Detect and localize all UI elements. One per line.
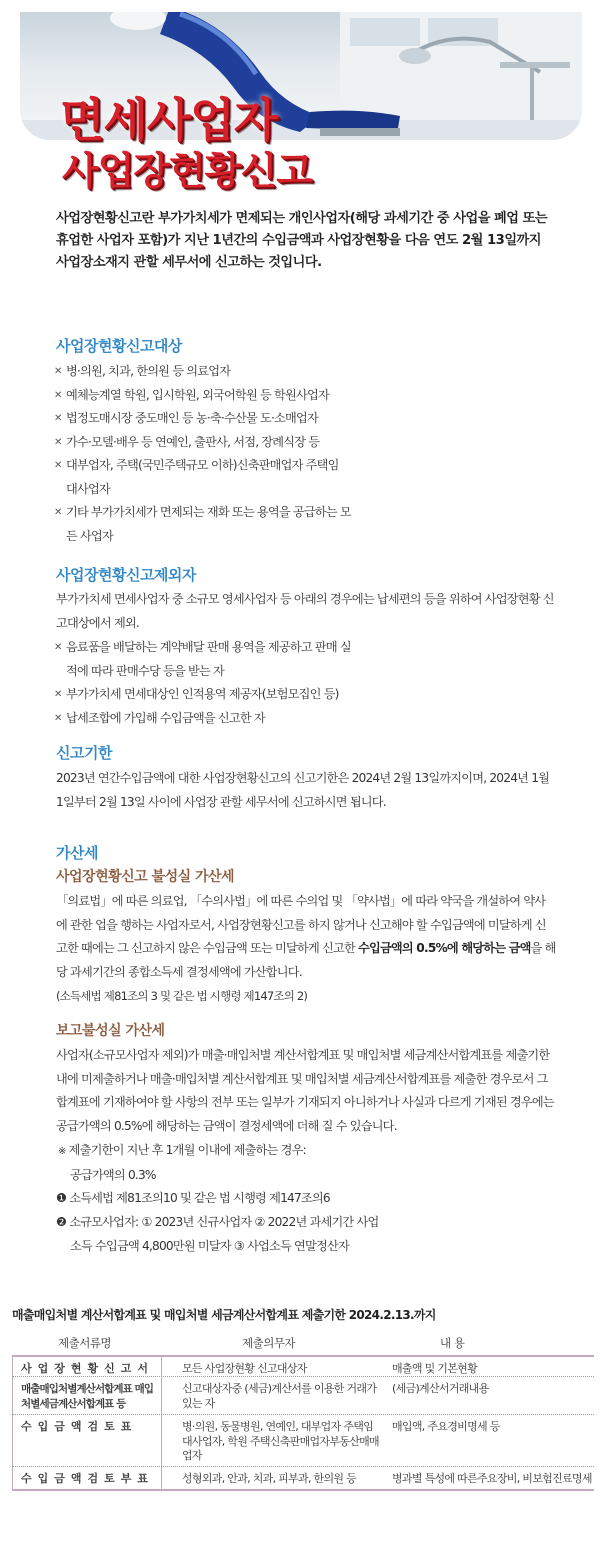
table-cell: 병과별 특성에 따른주요장비, 비보험진료명세 xyxy=(392,1472,592,1485)
hero-title: 면세사업자 xyxy=(60,93,278,147)
table-cell: 매입액, 주요경비명세 등 xyxy=(392,1420,500,1433)
list-item: ✕ 부가가치세 면세대상인 인적용역 제공자(보험모집인 등) xyxy=(54,683,554,707)
list-item: ✕ 대부업자, 주택(국민주택규모 이하)신축판매업자 주택임대사업자 xyxy=(54,454,344,501)
submission-table xyxy=(12,1331,594,1491)
bullet-icon: ✕ xyxy=(54,507,62,518)
penalty-sub1-text: 「의료법」에 따른 의료업, 「수의사법」에 따른 수의업 및 「약사법」에 따라 약국을 개설하여 약사에 관한 업을 행하는 사업자로서, 사업장현황신고를 하지 않거나 신고해야 할 수입금액에 미달하게 신고한 때에는 그 신고하지 않은 수입금액 또는 미달하게 신고한 수입금액의 0.5%에 해당하는 금액을 해당 과세기간의 종합소득세 결정세액에 가산합니다. xyxy=(56,894,556,979)
targets-heading: 사업장현황신고대상 xyxy=(56,337,182,355)
deadline-heading: 신고기한 xyxy=(56,744,112,762)
table-cell: 수입금액검토부표 xyxy=(12,1467,162,1489)
column-header: 제출서류명 xyxy=(58,1336,112,1350)
table-cell: 매출액 및 기본현황 xyxy=(392,1362,478,1375)
exclusions-intro: 부가가치세 면세사업자 중 소규모 영세사업자 등 아래의 경우에는 납세편의 등을 위하여 사업장현황 신고대상에서 제외. xyxy=(56,592,554,630)
table-cell: 매출매입처별계산서합계표 매입처별세금계산서합계표 등 xyxy=(12,1377,162,1414)
bullet-icon: ✕ xyxy=(54,436,62,448)
table-row xyxy=(12,1467,594,1491)
list-item: ✕ 납세조합에 가입해 수입금액을 신고한 자 xyxy=(54,707,554,731)
table-row xyxy=(12,1355,594,1377)
penalty-heading: 가산세 xyxy=(56,844,98,862)
list-item: ✕ 기타 부가가치세가 면제되는 재화 또는 용역을 공급하는 모든 사업자 xyxy=(54,501,354,548)
penalty-rate-highlight: 수입금액의 0.5%에 해당하는 금액 xyxy=(358,941,531,955)
table-cell: 사업장현황신고서 xyxy=(12,1357,162,1376)
table-cell: (세금)계산서거래내용 xyxy=(392,1382,489,1395)
penalty-note-2: ❶ 소득세법 제81조의10 및 같은 법 시행령 제147조의6 xyxy=(56,1191,330,1205)
hero-subtitle: 사업장현황신고 xyxy=(62,148,312,193)
intro-text: 사업장현황신고란 부가가치세가 면제되는 개인사업자(해당 과세기간 중 사업을 폐업 또는 휴업한 사업자 포함)가 지난 1년간의 수입금액과 사업장현황을 다음 연도 2월 13일까지 사업장소재지 관할 세무서에 신고하는 것입니다. xyxy=(56,211,548,270)
bullet-icon: ✕ xyxy=(54,712,62,724)
table-cell: 병·의원, 동물병원, 연예인, 대부업자 주택임대사업자, 학원 주택신축판매업자부동산매매업자 xyxy=(182,1420,379,1462)
bullet-icon: ✕ xyxy=(54,366,62,377)
bullet-icon: ✕ xyxy=(54,642,62,653)
exclusions-list xyxy=(54,636,554,730)
number-two-icon: ❷ xyxy=(56,1215,67,1229)
list-item: ✕ 법정도매시장 중도매인 등 농·축·수산물 도·소매업자 xyxy=(54,407,554,431)
column-header: 내 용 xyxy=(440,1336,465,1350)
penalty-sub1-heading: 사업장현황신고 불성실 가산세 xyxy=(56,869,235,885)
table-cell: 성형외과, 안과, 치과, 피부과, 한의원 등 xyxy=(182,1472,357,1485)
list-item: ✕ 음료품을 배달하는 계약배달 판매 용역을 제공하고 판매 실적에 따라 판매수당 등을 받는 자 xyxy=(54,636,354,683)
asterisk-icon: ※ xyxy=(58,1146,66,1157)
penalty-sub2-text: 사업자(소규모사업자 제외)가 매출·매입처별 계산서합계표 및 매입처별 세금계산서합계표를 제출기한 내에 미제출하거나 매출·매입처별 계산서합계표 및 매입처별 세금계산서합계표를 제출한 경우로서 그 합계표에 기재하여야 할 사항의 전부 또는 일부가 기재되지 아니하거나 사실과 다르게 기재된 경우에는 공급가액의 0.5%에 해당하는 금액이 결정세액에 더해 질 수 있습니다. xyxy=(56,1048,554,1133)
list-item: ✕ 가수·모델·배우 등 연예인, 출판사, 서점, 장례식장 등 xyxy=(54,431,554,455)
table-cell: 수입금액검토표 xyxy=(12,1415,162,1466)
bullet-icon: ✕ xyxy=(54,389,62,401)
exclusions-heading: 사업장현황신고제외자 xyxy=(56,566,196,584)
list-item: ✕ 예체능계열 학원, 입시학원, 외국어학원 등 학원사업자 xyxy=(54,384,554,408)
table-cell: 신고대상자중 (세금)계산서를 이용한 거래가 있는 자 xyxy=(182,1382,377,1410)
penalty-note-1: ※ 제출기한이 지난 후 1개월 이내에 제출하는 경우: 공급가액의 0.3% xyxy=(58,1143,306,1182)
hero-banner xyxy=(0,0,600,200)
penalty-sub2-heading: 보고불성실 가산세 xyxy=(56,1023,165,1039)
table-cell: 모든 사업장현황 신고대상자 xyxy=(182,1362,307,1375)
number-one-icon: ❶ xyxy=(56,1191,67,1205)
deadline-text: 2023년 연간수입금액에 대한 사업장현황신고의 신고기한은 2024년 2월 13일까지이며, 2024년 1월 1일부터 2월 13일 사이에 사업장 관할 세무서에 신고하시면 됩니다. xyxy=(56,771,550,809)
column-header: 제출의무자 xyxy=(242,1336,296,1350)
table-row xyxy=(12,1377,594,1415)
list-item: ✕ 병·의원, 치과, 한의원 등 의료업자 xyxy=(54,360,554,384)
bullet-icon: ✕ xyxy=(54,460,62,471)
table-row xyxy=(12,1415,594,1467)
bullet-icon: ✕ xyxy=(54,413,62,424)
penalty-note-3: ❷ 소규모사업자: ① 2023년 신규사업자 ② 2022년 과세기간 사업 소득 수입금액 4,800만원 미달자 ③ 사업소득 연말정산자 xyxy=(56,1215,379,1253)
penalty-sub1-note: (소득세법 제81조의 3 및 같은 법 시행령 제147조의 2) xyxy=(56,989,308,1003)
table-header xyxy=(12,1331,594,1355)
targets-list xyxy=(54,360,554,548)
bullet-icon: ✕ xyxy=(54,689,62,700)
table-caption: 매출매입처별 계산서합계표 및 매입처별 세금계산서합계표 제출기한 2024.2.13.까지 xyxy=(12,1308,436,1322)
